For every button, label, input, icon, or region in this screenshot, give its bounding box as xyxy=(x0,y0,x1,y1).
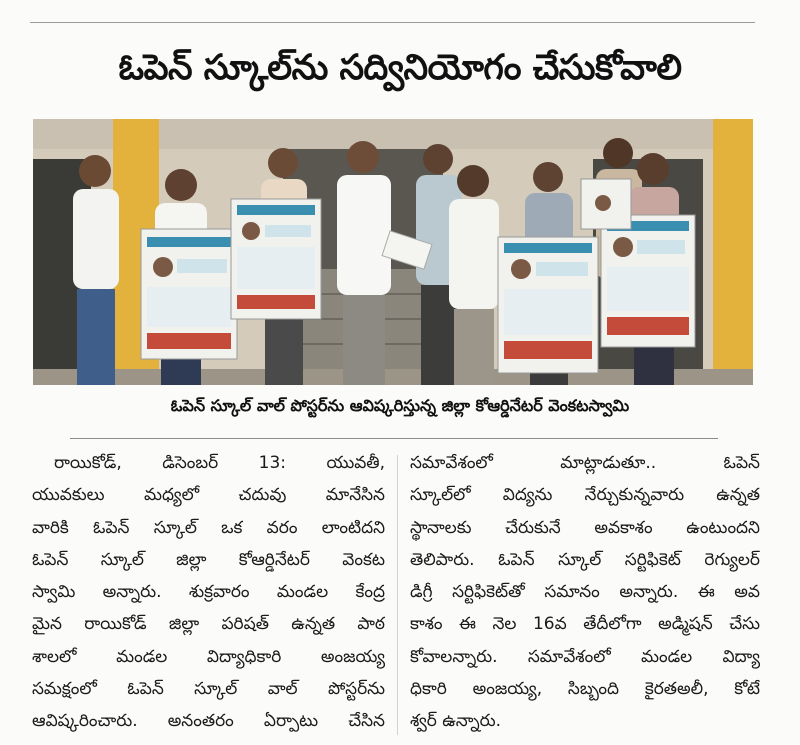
body-line: యువకులు మధ్యలో చదువు మానేసిన xyxy=(32,485,385,506)
photo-caption: ఓపెన్ స్కూల్ వాల్ పోస్టర్‌ను ఆవిష్కరిస్తున్న జిల్లా కోఆర్డినేటర్ వెంకటస్వామి xyxy=(170,396,630,415)
article-body-right-column xyxy=(410,447,760,738)
body-line: స్కూల్‌లో విద్యను నేర్చుకున్నవారు ఉన్నత xyxy=(410,485,760,506)
body-line: కోవాలన్నారు. సమావేశంలో మండల విద్యా xyxy=(410,646,760,667)
body-line: స్వామి అన్నారు. శుక్రవారం మండల కేంద్ర xyxy=(32,582,385,603)
body-line: ధికారి అంజయ్య, సిబ్బంది కైరతఅలీ, కోటే xyxy=(410,679,760,700)
column-divider xyxy=(397,455,398,735)
body-line: కాశం ఈ నెల 16వ తేదీలోగా అడ్మిషన్ చేసు xyxy=(410,614,760,635)
cropped-previous-article xyxy=(0,0,800,14)
poster-4 xyxy=(601,215,695,347)
body-line: డిగ్రీ సర్టిఫికెట్‌తో సమానం అన్నారు. ఈ అవ xyxy=(410,582,760,603)
body-line: రాయికోడ్, డిసెంబర్ 13: యువతీ, xyxy=(54,453,385,473)
caption-divider xyxy=(70,438,718,439)
body-line: స్థానాలకు చేరుకునే అవకాశం ఉంటుందని xyxy=(410,517,760,538)
body-line: శ్వర్ ఉన్నారు. xyxy=(410,711,502,732)
body-line: ఆవిష్కరించారు. అనంతరం ఏర్పాటు చేసిన xyxy=(32,711,385,732)
group-photo-illustration xyxy=(33,119,753,385)
pillar-right xyxy=(713,119,753,385)
body-line: సమక్షంలో ఓపెన్ స్కూల్ వాల్ పోస్టర్‌ను xyxy=(32,679,385,700)
poster-3 xyxy=(498,237,598,373)
top-divider xyxy=(30,22,755,23)
body-line: తెలిపారు. ఓపెన్ స్కూల్ సర్టిఫికెట్ రెగ్యులర్ xyxy=(410,549,760,570)
article-headline: ఓపెన్ స్కూల్‌ను సద్వినియోగం చేసుకోవాలి xyxy=(118,48,682,88)
body-line: వారికి ఓపెన్ స్కూల్ ఒక వరం లాంటిదని xyxy=(32,517,385,538)
article-body-left-column xyxy=(32,447,385,738)
poster-small xyxy=(581,179,631,229)
body-line: సమావేశంలో మాట్లాడుతూ.. ఓపెన్ xyxy=(410,453,760,473)
body-line: శాలలో మండల విద్యాధికారి అంజయ్య xyxy=(32,646,385,667)
body-line: మైన రాయికోడ్ జిల్లా పరిషత్ ఉన్నత పాఠ xyxy=(32,614,385,635)
body-line: ఓపెన్ స్కూల్ జిల్లా కోఆర్డినేటర్ వెంకట xyxy=(32,549,385,570)
poster-2 xyxy=(231,199,321,319)
poster-1 xyxy=(141,229,237,359)
article-photo xyxy=(33,119,753,385)
